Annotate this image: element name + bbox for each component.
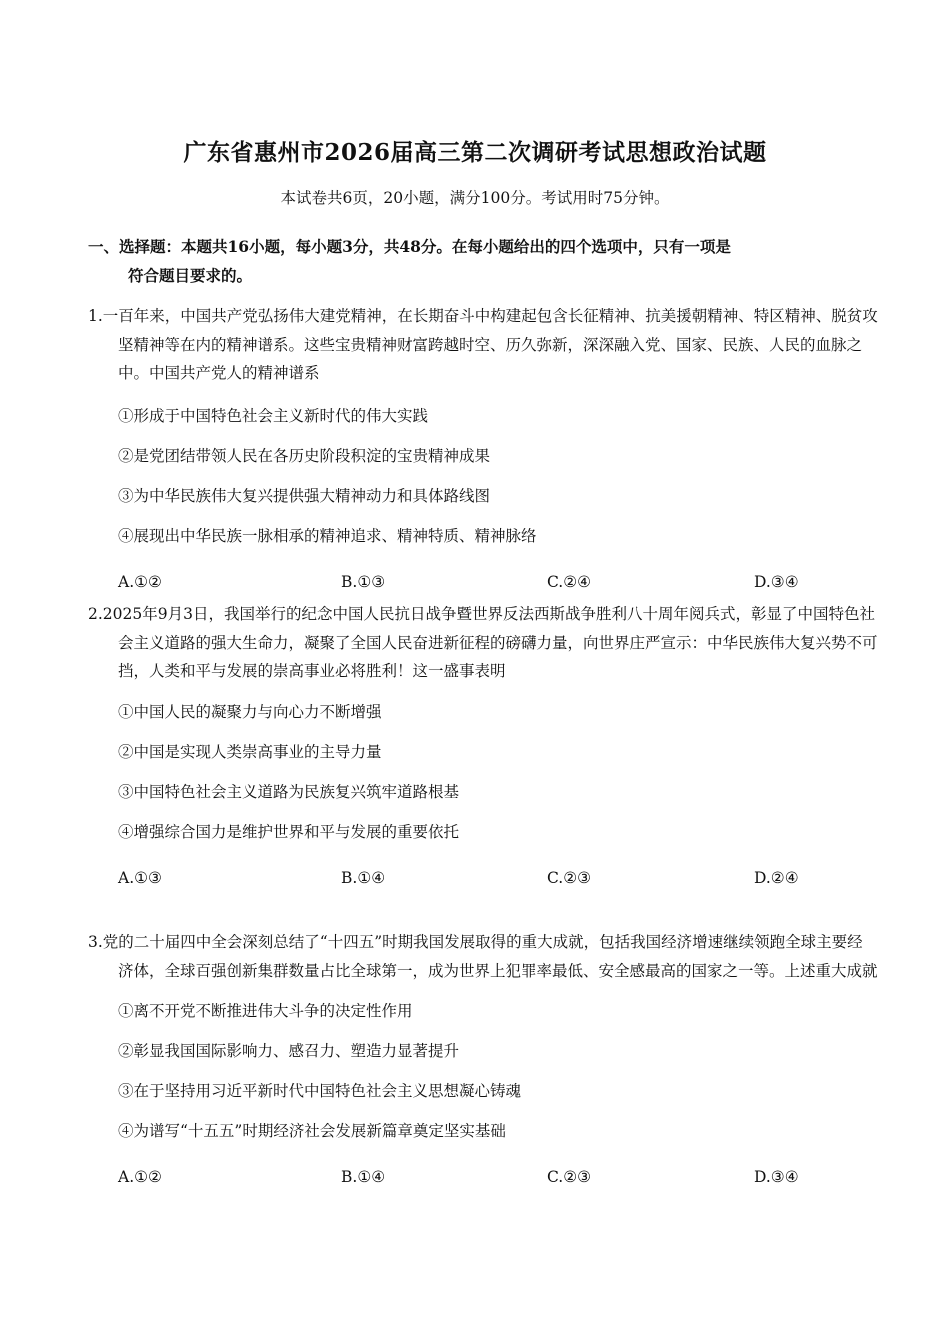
statement-option: ①形成于中国特色社会主义新时代的伟大实践 — [118, 406, 429, 425]
answer-choices — [88, 562, 878, 602]
answer-choices — [88, 858, 878, 898]
statement-option: ①离不开党不断推进伟大斗争的决定性作用 — [118, 1002, 413, 1020]
choice-d: D.③④ — [754, 1168, 799, 1186]
answer-choices — [88, 1157, 878, 1197]
statement-option: ③为中华民族伟大复兴提供强大精神动力和具体路线图 — [118, 486, 491, 505]
choice-c: C.②③ — [547, 868, 592, 887]
page-title: 广东省惠州市2026届高三第二次调研考试思想政治试题 — [183, 139, 767, 166]
statement-option: ④展现出中华民族一脉相承的精神追求、精神特质、精神脉络 — [118, 526, 537, 545]
section-heading — [88, 232, 868, 290]
statement-option: ②彰显我国国际影响力、感召力、塑造力显著提升 — [118, 1042, 460, 1060]
exam-info: 本试卷共6页，20小题，满分100分。考试用时75分钟。 — [280, 189, 670, 207]
choice-a: A.①② — [118, 572, 162, 591]
statement-option: ③中国特色社会主义道路为民族复兴筑牢道路根基 — [118, 782, 460, 801]
choice-c: C.②④ — [547, 572, 592, 591]
question-stem: 3.党的二十届四中全会深刻总结了“十四五”时期我国发展取得的重大成就，包括我国经济增速继续领跑全球主要经济体，全球百强创新集群数量占比全球第一，成为世界上犯罪率最低、安全感最高的国家之一等。上述重大成就 — [88, 933, 878, 980]
question-stem: 2.2025年9月3日，我国举行的纪念中国人民抗日战争暨世界反法西斯战争胜利八十周年阅兵式，彰显了中国特色社会主义道路的强大生命力，凝聚了全国人民奋进新征程的磅礴力量，向世界庄严宣示：中华民族伟大复兴势不可挡，人类和平与发展的崇高事业必将胜利！这一盛事表明 — [88, 605, 878, 680]
choice-a: A.①② — [118, 1168, 162, 1186]
statement-option: ④为谱写“十五五”时期经济社会发展新篇章奠定坚实基础 — [118, 1122, 506, 1140]
question-stem: 1.一百年来，中国共产党弘扬伟大建党精神，在长期奋斗中构建起包含长征精神、抗美援朝精神、特区精神、脱贫攻坚精神等在内的精神谱系。这些宝贵精神财富跨越时空、历久弥新，深深融入党、国家、民族、人民的血脉之中。中国共产党人的精神谱系 — [88, 307, 878, 382]
statement-option: ①中国人民的凝聚力与向心力不断增强 — [118, 702, 382, 721]
statement-option: ③在于坚持用习近平新时代中国特色社会主义思想凝心铸魂 — [118, 1082, 522, 1100]
choice-c: C.②③ — [547, 1168, 592, 1186]
choice-b: B.①④ — [341, 868, 386, 887]
question-1 — [88, 302, 878, 602]
choice-b: B.①④ — [341, 1168, 386, 1186]
section-heading-line1: 一、选择题：本题共16小题，每小题3分，共48分。在每小题给出的四个选项中，只有一项是 — [88, 237, 731, 256]
choice-b: B.①③ — [341, 572, 386, 591]
choice-d: D.③④ — [754, 572, 799, 591]
statement-option: ②是党团结带领人民在各历史阶段积淀的宝贵精神成果 — [118, 446, 491, 465]
section-heading-line2: 符合题目要求的。 — [128, 266, 253, 285]
statement-option: ④增强综合国力是维护世界和平与发展的重要依托 — [118, 822, 460, 841]
statement-option: ②中国是实现人类崇高事业的主导力量 — [118, 742, 382, 761]
question-2 — [88, 600, 878, 898]
choice-d: D.②④ — [754, 868, 799, 887]
choice-a: A.①③ — [118, 868, 162, 887]
question-3 — [88, 928, 878, 1197]
